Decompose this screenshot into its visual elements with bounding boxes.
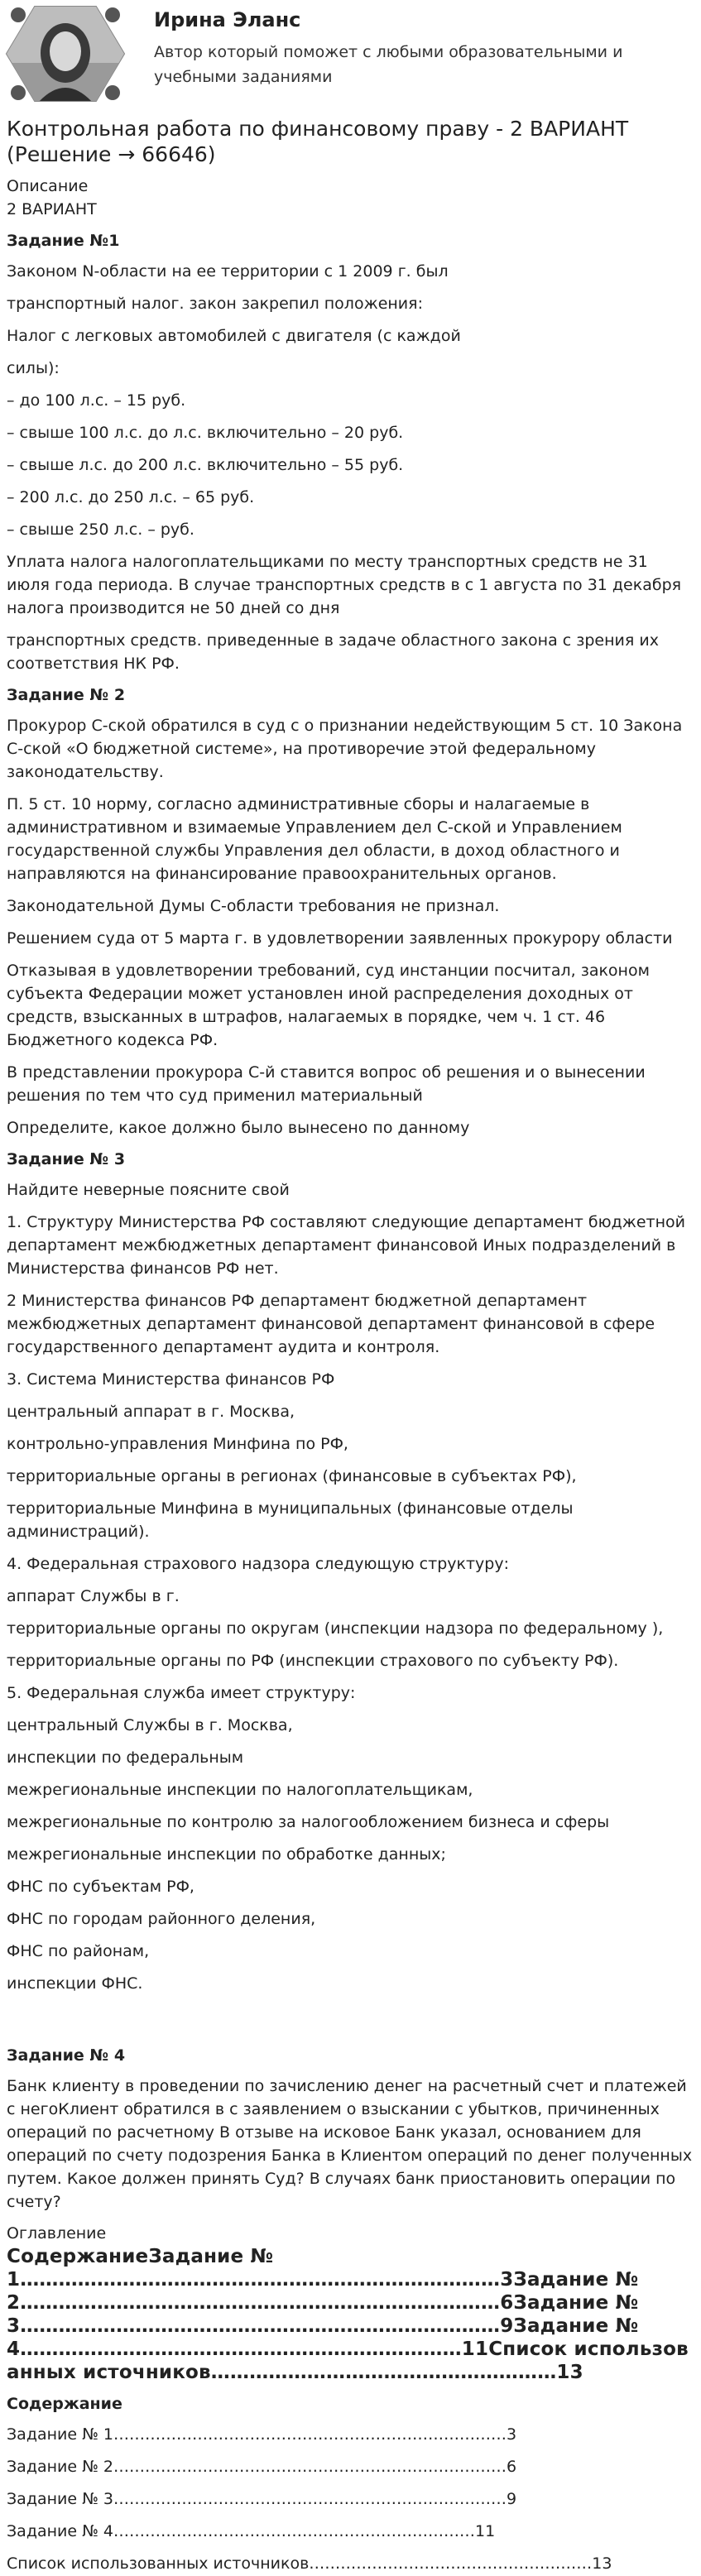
task3-paragraph: инспекции ФНС. xyxy=(7,1974,143,1993)
task3-paragraph: 1. Структуру Министерства РФ составляют следующие департамент бюджетной департамент межбюджетных департамент финансовой Иных подразделений в Министерства финансов РФ нет. xyxy=(7,1213,686,1278)
author-name[interactable]: Ирина Эланс xyxy=(154,8,301,31)
task3-paragraph: Найдите неверные поясните свой xyxy=(7,1181,290,1199)
task2-paragraph: Решением суда от 5 марта г. в удовлетворении заявленных прокурору области xyxy=(7,929,673,947)
task3-paragraph: ФНС по городам районного деления, xyxy=(7,1910,316,1928)
description-label: Описание xyxy=(7,177,89,195)
task3-paragraph: центральный Службы в г. Москва, xyxy=(7,1716,293,1734)
variant-label: 2 ВАРИАНТ xyxy=(7,200,97,218)
task3-paragraph: 5. Федеральная служба имеет структуру: xyxy=(7,1684,356,1702)
task2-heading: Задание № 2 xyxy=(7,686,126,704)
task2-paragraph: Отказывая в удовлетворении требований, суд инстанции посчитал, законом субъекта Федерации может установлен иной распределения доходных от средств, взысканных в штрафов, налагаемых в порядке, чем ч. 1 ст. 46 Бюджетного кодекса РФ. xyxy=(7,962,650,1049)
toc-line: Задание № 4……………………………………………………………11 xyxy=(7,2522,496,2540)
task3-paragraph: центральный аппарат в г. Москва, xyxy=(7,1403,295,1421)
task3-paragraph: инспекции по федеральным xyxy=(7,1749,244,1767)
task1-paragraph: Уплата налога налогоплательщиками по месту транспортных средств не 31 июля года периода. В случае транспортных средств в с 1 августа по 31 декабря налога производится не 50 дней со дня xyxy=(7,553,682,617)
task3-paragraph: территориальные Минфина в муниципальных (финансовые отделы администраций). xyxy=(7,1499,574,1541)
task1-line: транспортный налог. закон закрепил положения: xyxy=(7,295,423,313)
task3-paragraph: межрегиональные инспекции по налогоплательщикам, xyxy=(7,1781,473,1799)
toc-line: Задание № 3…………………………………………………………………9 xyxy=(7,2490,517,2508)
task1-heading: Задание №1 xyxy=(7,232,120,250)
task3-paragraph: межрегиональные инспекции по обработке данных; xyxy=(7,1845,446,1864)
document-body xyxy=(0,116,701,2575)
author-bio: Автор который поможет с любыми образовательными и учебными заданиями xyxy=(154,43,623,86)
author-avatar[interactable] xyxy=(5,5,126,103)
task2-paragraph: Законодательной Думы С-области требования не признал. xyxy=(7,897,500,915)
task1-paragraph: транспортных средств. приведенные в задаче областного закона с зрения их соответствия НК РФ. xyxy=(7,631,659,673)
task1-line: Налог с легковых автомобилей с двигателя (с каждой xyxy=(7,327,461,345)
task3-paragraph: территориальные органы по округам (инспекции надзора по федеральному ), xyxy=(7,1619,664,1638)
toc-line: Задание № 2…………………………………………………………………6 xyxy=(7,2458,517,2476)
task3-paragraph: 2 Министерства финансов РФ департамент бюджетной департамент межбюджетных департамент финансовой департамент финансовой в сфере государственного департамент аудита и контроля. xyxy=(7,1292,655,1356)
task2-paragraph: В представлении прокурора С-й ставится вопрос об решения и о вынесении решения по тем что суд применил материальный xyxy=(7,1063,646,1105)
toc-line: Список использованных источников………………………………………………13 xyxy=(7,2554,612,2573)
task4-heading: Задание № 4 xyxy=(7,2046,126,2065)
task1-line: – свыше 100 л.с. до л.с. включительно – 20 руб. xyxy=(7,424,404,442)
task2-paragraph: Определите, какое должно было вынесено по данному xyxy=(7,1119,470,1137)
spacer xyxy=(7,2004,694,2036)
task1-line: Законом N-области на ее территории с 1 2009 г. был xyxy=(7,262,449,281)
task3-paragraph: ФНС по субъектам РФ, xyxy=(7,1878,194,1896)
toc-inline-block: СодержаниеЗадание № 1…………………………………………………………………3Задание № 2…………………………………………………………………6Задание № 3…………………………………………………………………9Задание № 4……………………………………………………………11Список использованных источников………………………………………………13 xyxy=(7,2246,689,2383)
task1-line: – свыше 250 л.с. – руб. xyxy=(7,520,194,539)
task3-paragraph: 4. Федеральная страхового надзора следующую структуру: xyxy=(7,1555,509,1573)
task2-paragraph: П. 5 ст. 10 норму, согласно административные сборы и налагаемые в административном и взимаемые Управлением дел С-ской и Управлением государственной службы Управления дел области, в доход областного и направляются на финансирование правоохранительных органов. xyxy=(7,795,622,883)
task3-paragraph: 3. Система Министерства финансов РФ xyxy=(7,1370,335,1389)
task3-paragraph: территориальные органы в регионах (финансовые в субъектах РФ), xyxy=(7,1467,577,1485)
task3-paragraph: территориальные органы по РФ (инспекции страхового по субъекту РФ). xyxy=(7,1652,619,1670)
task3-paragraph: аппарат Службы в г. xyxy=(7,1587,180,1605)
toc-sub-heading: Содержание xyxy=(7,2395,122,2413)
toc-label: Оглавление xyxy=(7,2224,107,2243)
toc-line: Задание № 1…………………………………………………………………3 xyxy=(7,2425,517,2444)
task1-line: – 200 л.с. до 250 л.с. – 65 руб. xyxy=(7,488,255,506)
task4-paragraph: Банк клиенту в проведении по зачислению денег на расчетный счет и платежей с негоКлиент обратился в с заявлением о взыскании с убытков, причиненных операций по расчетному В отзыве на исковое Банк указал, основанием для операций по счету подозрения Банка в Клиентом операций по денег полученных путем. Какое должен принять Суд? В случаях банк приостановить операции по счету? xyxy=(7,2077,693,2211)
page-title: Контрольная работа по финансовому праву - 2 ВАРИАНТ (Решение → 66646) xyxy=(7,117,629,166)
task1-line: силы): xyxy=(7,359,60,377)
task3-paragraph: контрольно-управления Минфина по РФ, xyxy=(7,1435,348,1453)
task1-line: – до 100 л.с. – 15 руб. xyxy=(7,391,186,410)
task2-paragraph: Прокурор С-ской обратился в суд с о признании недействующим 5 ст. 10 Закона С-ской «О бюджетной системе», на противоречие этой федеральному законодательству. xyxy=(7,717,683,781)
task1-line: – свыше л.с. до 200 л.с. включительно – 55 руб. xyxy=(7,456,404,474)
task3-paragraph: ФНС по районам, xyxy=(7,1942,150,1960)
task3-heading: Задание № 3 xyxy=(7,1150,126,1168)
task3-paragraph: межрегиональные по контролю за налогообложением бизнеса и сферы xyxy=(7,1813,610,1831)
author-header xyxy=(0,0,701,116)
